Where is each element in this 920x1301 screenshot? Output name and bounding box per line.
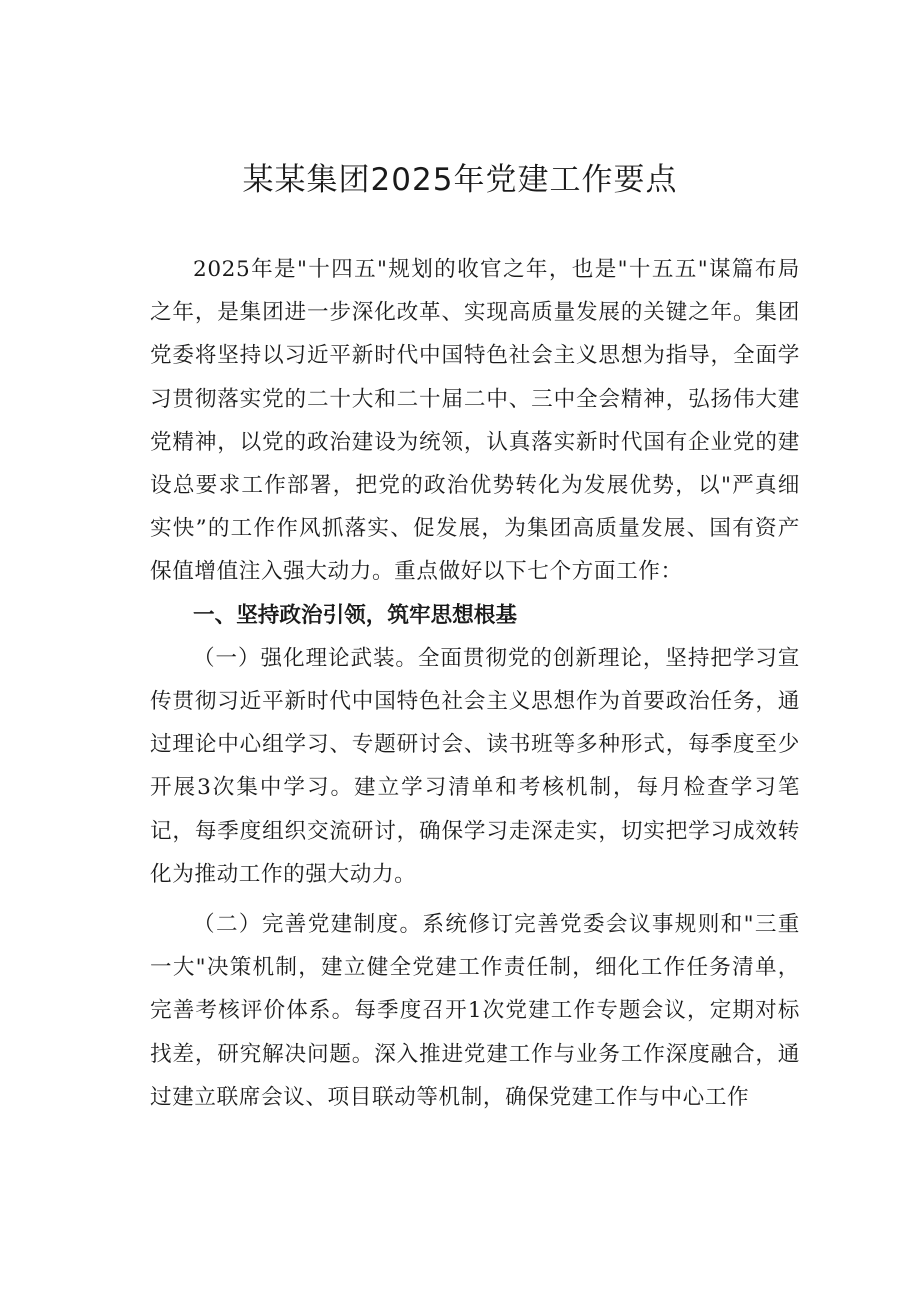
section-1-item-1: （一）强化理论武装。全面贯彻党的创新理论，坚持把学习宣传贯彻习近平新时代中国特色社会主义思想作为首要政治任务，通过理论中心组学习、专题研讨会、读书班等多种形式，每季度至少开展3次集中学习。建立学习清单和考核机制，每月检查学习笔记，每季度组织交流研讨，确保学习走深走实，切实把学习成效转化为推动工作的强大动力。	[150, 645, 800, 887]
document-body	[150, 248, 800, 1119]
section-heading-1: 一、坚持政治引领，筑牢思想根基	[193, 602, 517, 628]
intro-paragraph: 2025年是"十四五"规划的收官之年，也是"十五五"谋篇布局之年，是集团进一步深化改革、实现高质量发展的关键之年。集团党委将坚持以习近平新时代中国特色社会主义思想为指导，全面学习贯彻落实党的二十大和二十届二中、三中全会精神，弘扬伟大建党精神，以党的政治建设为统领，认真落实新时代国有企业党的建设总要求工作部署，把党的政治优势转化为发展优势，以"严真细实快”的工作作风抓落实、促发展，为集团高质量发展、国有资产保值增值注入强大动力。重点做好以下七个方面工作：	[150, 257, 800, 585]
section-1-item-2: （二）完善党建制度。系统修订完善党委会议事规则和"三重一大"决策机制，建立健全党建工作责任制，细化工作任务清单，完善考核评价体系。每季度召开1次党建工作专题会议，定期对标找差，研究解决问题。深入推进党建工作与业务工作深度融合，通过建立联席会议、项目联动等机制，确保党建工作与中心工作	[150, 912, 800, 1110]
document-title: 某某集团2025年党建工作要点	[242, 162, 678, 198]
paragraph-spacer	[150, 896, 800, 903]
